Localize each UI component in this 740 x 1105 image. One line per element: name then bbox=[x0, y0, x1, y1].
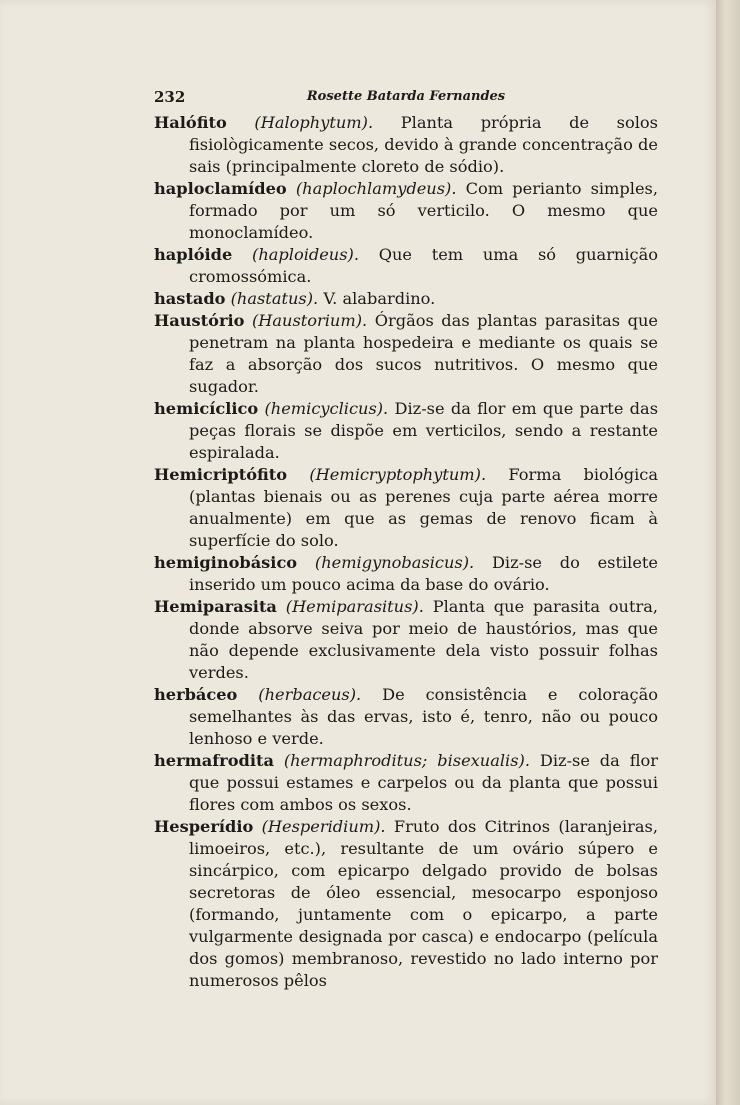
entry-definition: De consistência e coloração semelhantes às das ervas, isto é, tenro, não ou pouco lenhoso e verde. bbox=[189, 685, 659, 748]
glossary-body bbox=[154, 112, 658, 992]
page-edge bbox=[716, 0, 740, 1105]
entry-definition: Com perianto simples, formado por um só verticilo. O mesmo que monoclamídeo. bbox=[189, 179, 658, 242]
entry-term: Hesperídio bbox=[154, 817, 254, 836]
glossary-entry bbox=[154, 684, 658, 750]
entry-term: Hemicriptófito bbox=[154, 465, 288, 484]
glossary-entry bbox=[154, 288, 658, 310]
glossary-entry bbox=[154, 816, 658, 992]
glossary-entry bbox=[154, 750, 658, 816]
entry-term: herbáceo bbox=[154, 685, 238, 704]
entry-definition: Diz-se da flor que possui estames e carpelos ou da planta que possui flores com ambos os sexos. bbox=[189, 751, 658, 814]
entry-latin: (hastatus). bbox=[230, 289, 319, 308]
entry-latin: (hemicyclicus). bbox=[264, 399, 389, 418]
entry-definition: Planta própria de solos fisiològicamente secos, devido à grande concentração de sais (principalmente cloreto de sódio). bbox=[189, 113, 658, 176]
entry-term: hermafrodita bbox=[154, 751, 274, 770]
entry-latin: (haploideus). bbox=[252, 245, 360, 264]
entry-latin: (Hesperidium). bbox=[261, 817, 386, 836]
glossary-entry bbox=[154, 244, 658, 288]
entry-definition: Planta que parasita outra, donde absorve seiva por meio de haustórios, mas que não depende exclusivamente dela visto possuir folhas verdes. bbox=[189, 597, 659, 682]
entry-latin: (hermaphroditus; bisexualis). bbox=[283, 751, 531, 770]
entry-definition: Diz-se do estilete inserido um pouco acima da base do ovário. bbox=[189, 553, 658, 594]
glossary-entry bbox=[154, 398, 658, 464]
entry-latin: (Hemicryptophytum). bbox=[309, 465, 487, 484]
entry-term: Haustório bbox=[154, 311, 245, 330]
entry-latin: (herbaceus). bbox=[258, 685, 362, 704]
entry-term: hemiginobásico bbox=[154, 553, 298, 572]
entry-term: haploclamídeo bbox=[154, 179, 287, 198]
entry-term: hemicíclico bbox=[154, 399, 259, 418]
entry-latin: (Halophytum). bbox=[254, 113, 374, 132]
page-header bbox=[154, 88, 658, 110]
entry-term: Halófito bbox=[154, 113, 227, 132]
entry-term: hastado bbox=[154, 289, 226, 308]
entry-latin: (Haustorium). bbox=[251, 311, 368, 330]
running-title: Rosette Batarda Fernandes bbox=[306, 89, 506, 104]
entry-term: haplóide bbox=[154, 245, 233, 264]
entry-latin: (Hemiparasitus). bbox=[285, 597, 424, 616]
entry-term: Hemiparasita bbox=[154, 597, 277, 616]
glossary-entry bbox=[154, 596, 658, 684]
entry-definition: V. alabardino. bbox=[323, 289, 436, 308]
entry-definition: Diz-se da flor em que parte das peças florais se dispõe em verticilos, sendo a restante espiralada. bbox=[189, 399, 658, 462]
entry-latin: (haplochlamydeus). bbox=[295, 179, 457, 198]
glossary-entry bbox=[154, 310, 658, 398]
glossary-entry bbox=[154, 464, 658, 552]
entry-definition: Fruto dos Citrinos (laranjeiras, limoeiros, etc.), resultante de um ovário súpero e sincárpico, com epicarpo delgado provido de bolsas secretoras de óleo essencial, mesocarpo esponjoso (formando, juntamente com o epicarpo, a parte vulgarmente designada por casca) e endocarpo (película dos gomos) membranoso, revestido no lado interno por numerosos pêlos bbox=[189, 817, 658, 990]
entry-definition: Que tem uma só guarnição cromossómica. bbox=[189, 245, 658, 286]
glossary-entry bbox=[154, 552, 658, 596]
entry-definition: Órgãos das plantas parasitas que penetram na planta hospedeira e mediante os quais se faz a absorção dos sucos nutritivos. O mesmo que sugador. bbox=[189, 311, 658, 396]
entry-definition: Forma biológica (plantas bienais ou as perenes cuja parte aérea morre anualmente) em que as gemas de renovo ficam à superfície do solo. bbox=[189, 465, 658, 550]
page-number: 232 bbox=[154, 88, 186, 106]
entry-latin: (hemigynobasicus). bbox=[314, 553, 475, 572]
glossary-entry bbox=[154, 112, 658, 178]
glossary-entry bbox=[154, 178, 658, 244]
